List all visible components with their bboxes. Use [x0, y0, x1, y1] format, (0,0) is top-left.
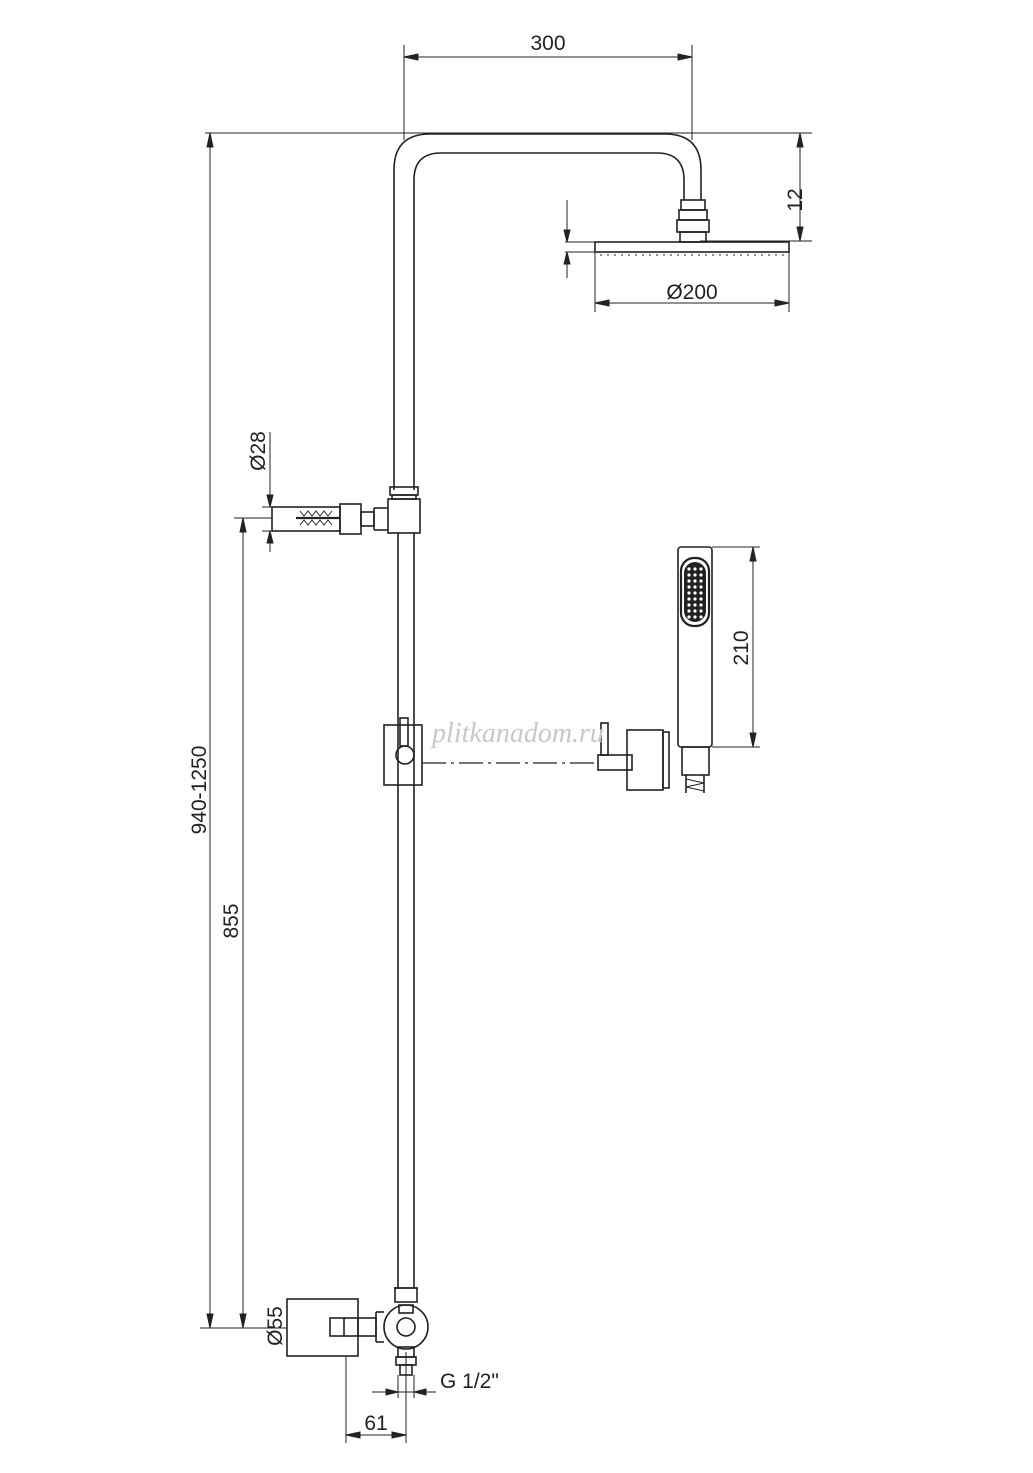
nozzle-dot [687, 609, 690, 612]
nozzle-dot [699, 615, 702, 618]
nozzle-dot [693, 615, 696, 618]
dim-overall-height-label: 940-1250 [188, 745, 211, 835]
dim-top-width-label: 300 [530, 32, 566, 55]
nozzle-dot [693, 591, 696, 594]
dim-overall-height [188, 133, 287, 1328]
dim-head-diameter [595, 252, 789, 312]
nozzle-dot [693, 567, 696, 570]
wall-outlet [287, 1299, 358, 1356]
nozzle-dot [687, 579, 690, 582]
nozzle-dot [699, 603, 702, 606]
nozzle-dot [699, 609, 702, 612]
holder-side-view [598, 723, 669, 790]
watermark: plitkanadom.ru [432, 718, 604, 749]
overhead-arm [394, 134, 701, 490]
dim-handshower-length [712, 547, 760, 747]
sliding-holder [384, 718, 422, 785]
nozzle-dot [687, 591, 690, 594]
nozzle-dot [693, 579, 696, 582]
dim-handshower-length-label: 210 [730, 630, 753, 666]
nozzle-dot [693, 573, 696, 576]
nozzle-dot [693, 609, 696, 612]
wall-plug [296, 511, 340, 525]
nozzle-dot [693, 597, 696, 600]
lower-column [394, 533, 418, 1302]
nozzle-dot [693, 603, 696, 606]
hand-shower-nozzles [687, 567, 702, 618]
dim-holder-height-label: 855 [220, 903, 243, 939]
dim-holder-diameter [247, 431, 273, 552]
dim-head-diameter-label: Ø200 [666, 281, 718, 304]
nozzle-dot [687, 573, 690, 576]
nozzle-dot [699, 585, 702, 588]
nozzle-dot [699, 597, 702, 600]
dim-outlet-diameter-label: Ø55 [264, 1306, 287, 1346]
dim-wall-offset-label: 61 [364, 1412, 388, 1435]
dim-holder-height [220, 518, 272, 1328]
nozzle-dot [699, 591, 702, 594]
hand-shower [678, 547, 712, 793]
nozzle-dot [699, 579, 702, 582]
head-connector [677, 200, 709, 242]
diverter-body [358, 1305, 428, 1375]
dim-head-left-marks [564, 200, 595, 278]
dim-thread-label: G 1/2" [440, 1370, 499, 1393]
dim-outlet-diameter [264, 1306, 287, 1346]
nozzle-dot [699, 567, 702, 570]
dim-head-thickness-label: 12 [784, 188, 807, 212]
shower-head [595, 242, 789, 255]
wall-bracket [272, 499, 420, 534]
nozzle-dot [687, 597, 690, 600]
nozzle-dot [687, 585, 690, 588]
nozzle-dot [693, 585, 696, 588]
dim-top-width [404, 32, 692, 140]
nozzle-dot [699, 573, 702, 576]
dim-holder-diameter-label: Ø28 [247, 431, 270, 471]
nozzle-dot [687, 603, 690, 606]
nozzle-dot [687, 615, 690, 618]
dim-head-thickness [700, 133, 812, 241]
nozzle-dot [687, 567, 690, 570]
dim-thread [372, 1370, 499, 1398]
